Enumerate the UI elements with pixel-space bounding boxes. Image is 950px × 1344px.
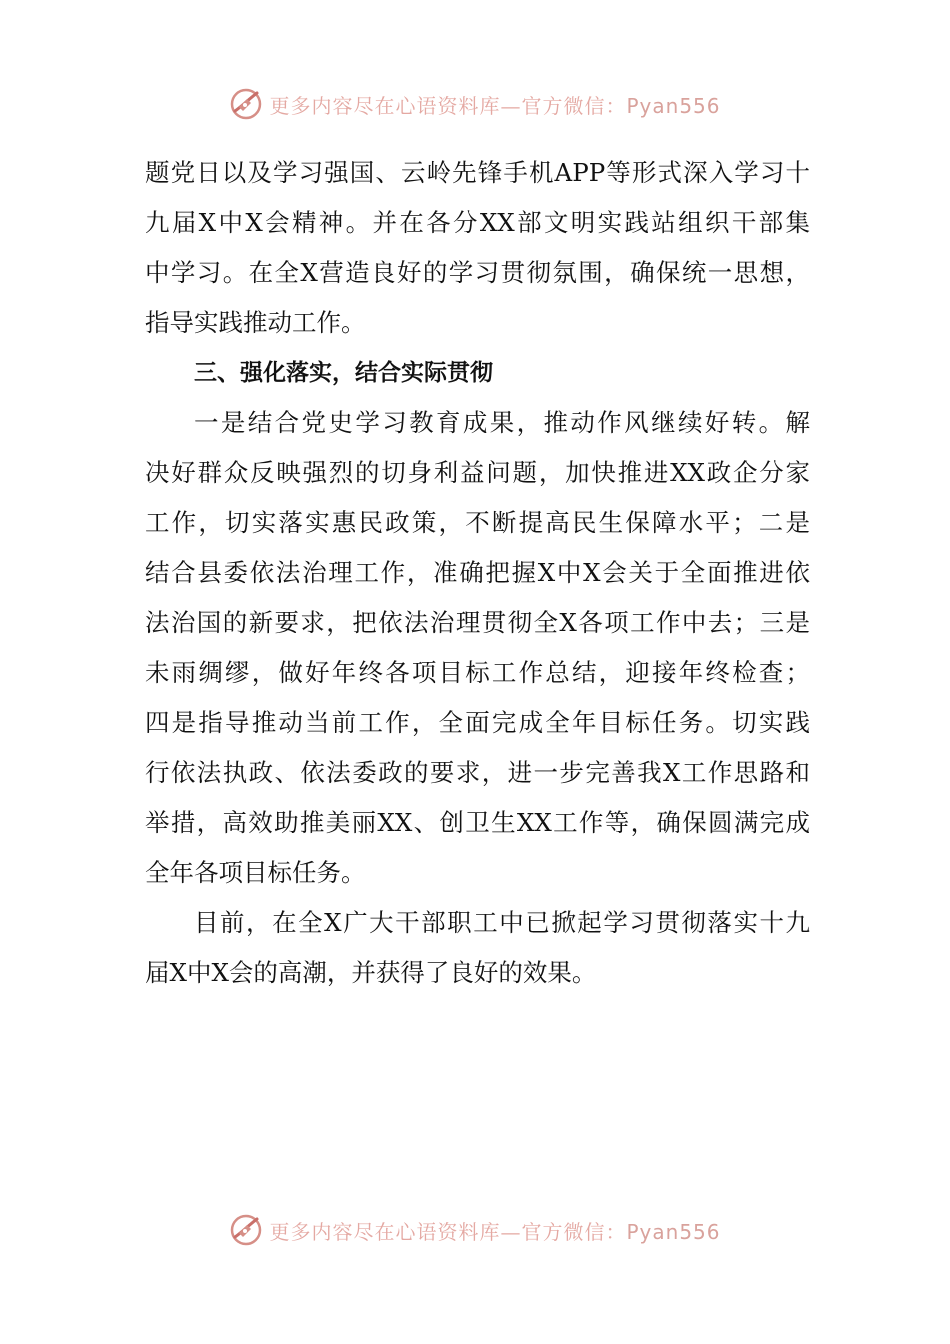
header-watermark bbox=[0, 84, 950, 124]
watermark-text: 更多内容尽在心语资料库—官方微信：Pyan556 bbox=[269, 1219, 721, 1244]
text-line: 决好群众反映强烈的切身利益问题，加快推进XX政企分家 bbox=[145, 458, 810, 487]
text-line: 行依法执政、依法委政的要求，进一步完善我X工作思路和 bbox=[145, 758, 810, 787]
text-line: 四是指导推动当前工作，全面完成全年目标任务。切实践 bbox=[145, 708, 810, 737]
pen-nib-logo-icon bbox=[229, 87, 263, 121]
text-line: 届X中X会的高潮，并获得了良好的效果。 bbox=[145, 958, 597, 987]
text-line: 题党日以及学习强国、云岭先锋手机APP等形式深入学习十 bbox=[145, 158, 810, 187]
text-line: 工作，切实落实惠民政策，不断提高民生保障水平；二是 bbox=[145, 508, 810, 537]
text-line: 法治国的新要求，把依法治理贯彻全X各项工作中去；三是 bbox=[145, 608, 810, 637]
text-line: 未雨绸缪，做好年终各项目标工作总结，迎接年终检查； bbox=[145, 658, 810, 687]
text-line: 指导实践推动工作。 bbox=[145, 308, 366, 337]
wechat-id: Pyan556 bbox=[626, 1219, 721, 1244]
text-line: 目前，在全X广大干部职工中已掀起学习贯彻落实十九 bbox=[194, 908, 810, 937]
document-body bbox=[145, 148, 810, 998]
text-line: 九届X中X会精神。并在各分XX部文明实践站组织干部集 bbox=[145, 208, 810, 237]
pen-nib-logo-icon bbox=[229, 1213, 263, 1247]
watermark-text: 更多内容尽在心语资料库—官方微信：Pyan556 bbox=[269, 93, 721, 118]
text-line: 举措，高效助推美丽XX、创卫生XX工作等，确保圆满完成 bbox=[145, 808, 810, 837]
text-line: 结合县委依法治理工作，准确把握X中X会关于全面推进依 bbox=[145, 558, 810, 587]
text-line: 中学习。在全X营造良好的学习贯彻氛围，确保统一思想， bbox=[145, 258, 810, 287]
text-line: 一是结合党史学习教育成果，推动作风继续好转。解 bbox=[194, 408, 810, 437]
text-line: 全年各项目标任务。 bbox=[145, 858, 366, 887]
wechat-id: Pyan556 bbox=[626, 93, 721, 118]
section-heading: 三、强化落实，结合实际贯彻 bbox=[194, 360, 493, 386]
footer-watermark bbox=[0, 1210, 950, 1250]
